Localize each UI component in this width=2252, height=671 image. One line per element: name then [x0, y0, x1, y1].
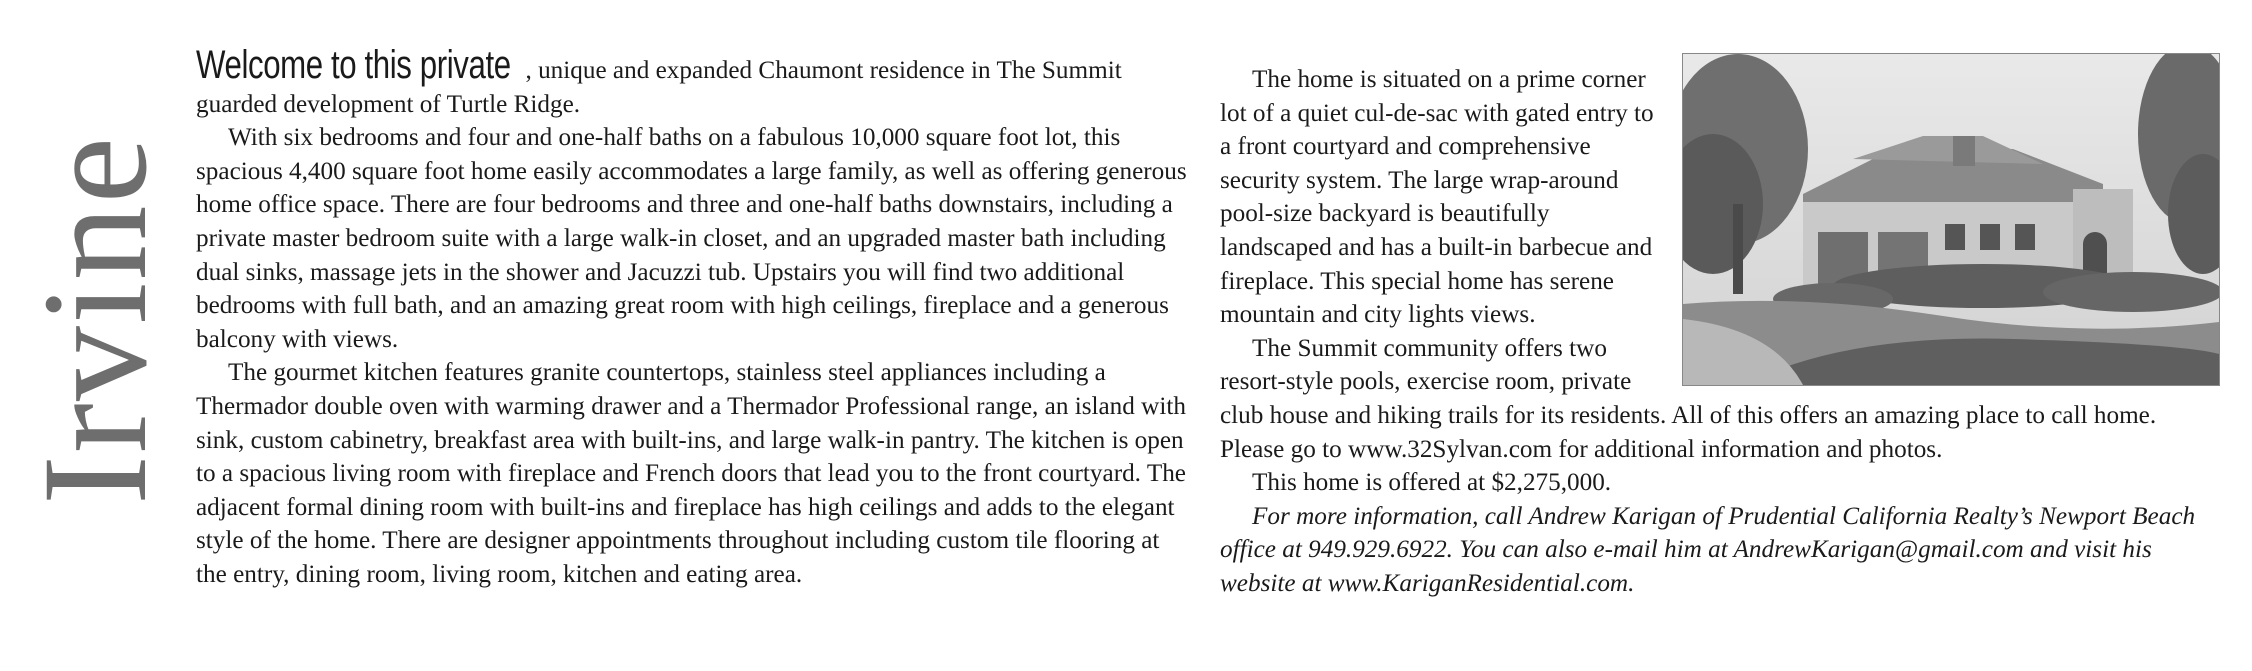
house-photo-illustration [1683, 54, 2219, 385]
article-paragraph-2: With six bedrooms and four and one-half baths on a fabulous 10,000 square foot lot, this spacious 4,400 square foot home easily accommodates a large family, as well as offering generous home office space. There are four bedrooms and three and one-half baths downstairs, including a private master bedroom suite with a large walk-in closet, and an upgraded master bath including dual sinks, massage jets in the shower and Jacuzzi tub. Upstairs you will find two additional bedrooms with full bath, and an amazing great room with high ceilings, fireplace and a generous balcony with views. [196, 124, 1187, 353]
price-paragraph: This home is offered at $2,275,000. [1252, 469, 1612, 497]
article-paragraph-1 [196, 43, 1196, 121]
lead-in-heading: Welcome to this private [196, 43, 511, 87]
side-title-text: Irvine [12, 134, 178, 506]
article-paragraph-4: The home is situated on a prime corner lot of a quiet cul-de-sac with gated entry to a front courtyard and comprehensive security system. The large wrap-around pool-size backyard is beautifully landscaped and has a built-in barbecue and fireplace. This special home has serene mountain and city lights views. [1220, 66, 1654, 329]
house-photo [1682, 53, 2220, 386]
contact-paragraph: For more information, call Andrew Karigan of Prudential California Realty’s Newport Beach office at 949.929.6922. You can also e-mail him at AndrewKarigan@gmail.com and visit his website at www.KariganResidential.com. [1220, 502, 2196, 597]
article-paragraph-3: The gourmet kitchen features granite countertops, stainless steel appliances including a Thermador double oven with warming drawer and a Thermador Professional range, an island with sink, custom cabinetry, breakfast area with built-ins, and large walk-in pantry. The kitchen is open to a spacious living room with fireplace and French doors that lead you to the front courtyard. The adjacent formal dining room with built-ins and fireplace has high ceilings and adds to the elegant style of the home. There are designer appointments throughout including custom tile flooring at the entry, dining room, living room, kitchen and eating area. [196, 359, 1186, 588]
article-right-column [1220, 63, 2220, 601]
side-title [12, 40, 178, 600]
article-paragraph-1-text: , unique and expanded Chaumont residence in The Summit guarded development of Turtle Ridge. [196, 57, 1122, 118]
article-left-column [196, 43, 1196, 592]
article-paragraph-5: The Summit community offers two resort-style pools, exercise room, private club house and hiking trails for its residents. All of this offers an amazing place to call home. Please go to www.32Sylvan.com for additional information and photos. [1220, 334, 2157, 463]
